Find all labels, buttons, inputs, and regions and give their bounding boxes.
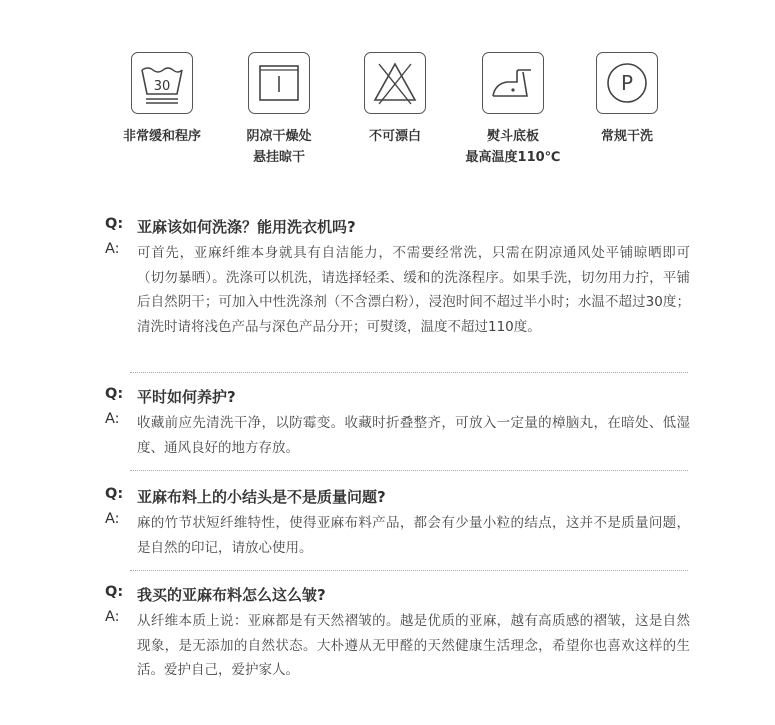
care-label-dryclean: 常规干洗 (600, 129, 653, 144)
answer-tag: A: (105, 241, 120, 257)
question-row (105, 216, 690, 238)
care-item-dryclean (552, 52, 702, 147)
divider (130, 470, 688, 471)
question-tag: Q: (105, 216, 124, 232)
faq-item-washing (105, 216, 690, 339)
question-row (105, 486, 690, 508)
question-tag: Q: (105, 386, 124, 402)
answer-row (105, 609, 690, 683)
answer-tag: A: (105, 609, 120, 625)
care-label-dry: 阴凉干燥处 悬挂晾干 (246, 129, 312, 165)
answer-tag: A: (105, 511, 120, 527)
question-tag: Q: (105, 584, 124, 600)
dry-clean-p-icon (596, 52, 658, 114)
answer-text: 可首先，亚麻纤维本身就具有自洁能力，不需要经常洗，只需在阴凉通风处平铺晾晒即可（切勿暴晒）。洗涤可以机洗，请选择轻柔、缓和的洗涤程序。如果手洗，切勿用力拧，平铺后自然阴干；可加入中性洗涤剂（不含漂白粉），浸泡时间不超过半小时；水温不超过30度；清洗时请将浅色产品与深色产品分开；可熨烫，温度不超过110度。 (137, 245, 690, 335)
question-tag: Q: (105, 486, 124, 502)
answer-row (105, 411, 690, 460)
divider (130, 372, 688, 373)
question-text: 亚麻布料上的小结头是不是质量问题? (137, 488, 386, 506)
washtub-30-icon (131, 52, 193, 114)
question-text: 亚麻该如何洗涤？能用洗衣机吗? (137, 218, 356, 236)
answer-text: 从纤维本质上说：亚麻都是有天然褶皱的。越是优质的亚麻，越有高质感的褶皱，这是自然现象，是无添加的自然状态。大朴遵从无甲醛的天然健康生活理念，希望你也喜欢这样的生活。爱护自己，爱护家人。 (137, 613, 690, 678)
question-text: 我买的亚麻布料怎么这么皱? (137, 586, 326, 604)
care-label-wash: 非常缓和程序 (122, 129, 201, 144)
answer-text: 麻的竹节状短纤维特性，使得亚麻布料产品，都会有少量小粒的结点，这并不是质量问题，是自然的印记，请放心使用。 (137, 515, 690, 556)
line-dry-shade-icon (248, 52, 310, 114)
answer-row (105, 511, 690, 560)
answer-tag: A: (105, 411, 120, 427)
do-not-bleach-icon (364, 52, 426, 114)
care-instructions (0, 52, 775, 182)
faq-item-wrinkles (105, 584, 690, 683)
faq-item-care (105, 386, 690, 460)
question-text: 平时如何养护? (137, 388, 236, 406)
dry-clean-letter: P (620, 71, 634, 95)
iron-icon (482, 52, 544, 114)
question-row (105, 584, 690, 606)
answer-row (105, 241, 690, 339)
care-label-bleach: 不可漂白 (368, 129, 421, 144)
care-label-iron: 熨斗底板 最高温度110℃ (465, 129, 561, 165)
answer-text: 收藏前应先清洗干净，以防霉变。收藏时折叠整齐，可放入一定量的樟脑丸，在暗处、低湿度、通风良好的地方存放。 (137, 415, 690, 456)
faq-item-knots (105, 486, 690, 560)
wash-temp-text: 30 (153, 79, 171, 94)
divider (130, 570, 688, 571)
question-row (105, 386, 690, 408)
